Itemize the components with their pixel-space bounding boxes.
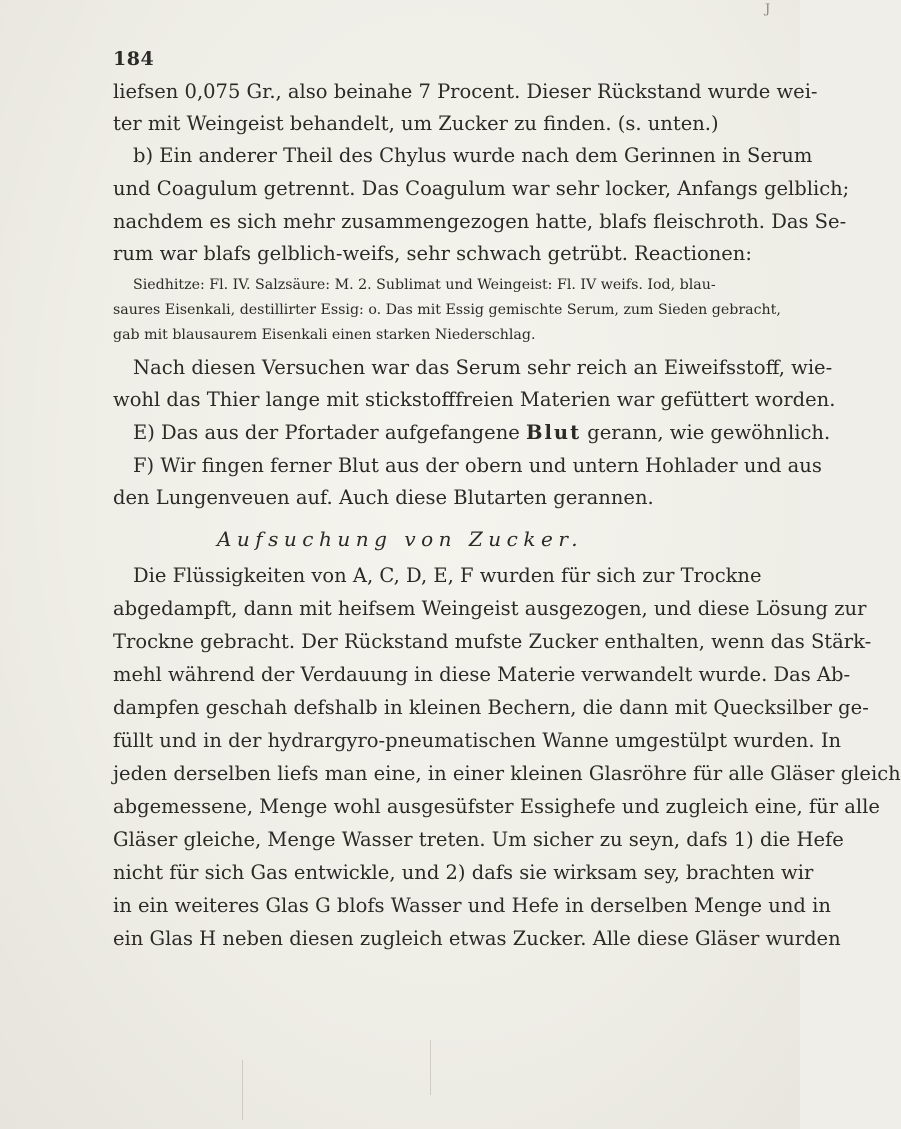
text-line: jeden derselben liefs man eine, in einer kleinen Glasröhre für alle Gläser gleich (113, 762, 901, 785)
section-heading: Aufsuchung von Zucker. (216, 527, 584, 551)
small-text-line: gab mit blausaurem Eisenkali einen starken Niederschlag. (113, 327, 536, 343)
text-line: dampfen geschah defshalb in kleinen Bechern, die dann mit Quecksilber ge- (113, 696, 869, 719)
text-line: abgemessene, Menge wohl ausgesüfster Essighefe und zugleich eine, für alle (113, 795, 880, 818)
paragraph-e-before: E) Das aus der Pfortader aufgefangene (133, 421, 526, 444)
text-line: wohl das Thier lange mit stickstofffreien Materien war gefüttert worden. (113, 388, 836, 411)
paragraph-e-spaced: Blut (526, 421, 582, 444)
corner-mark: J (765, 2, 771, 17)
paper-crease-mark (242, 1060, 243, 1120)
text-line: in ein weiteres Glas G blofs Wasser und Hefe in derselben Menge und in (113, 894, 831, 917)
text-line: F) Wir fingen ferner Blut aus der obern und untern Hohlader und aus (133, 454, 822, 477)
text-line: liefsen 0,075 Gr., also beinahe 7 Procent. Dieser Rückstand wurde wei- (113, 80, 818, 103)
text-line: und Coagulum getrennt. Das Coagulum war sehr locker, Anfangs gelblich; (113, 177, 850, 200)
text-line: ter mit Weingeist behandelt, um Zucker zu finden. (s. unten.) (113, 112, 719, 135)
text-line: nicht für sich Gas entwickle, und 2) dafs sie wirksam sey, brachten wir (113, 861, 814, 884)
text-line: b) Ein anderer Theil des Chylus wurde nach dem Gerinnen in Serum (133, 144, 813, 167)
text-line: den Lungenveuen auf. Auch diese Blutarten gerannen. (113, 486, 654, 509)
paper-crease-mark (430, 1040, 431, 1095)
page-number: 184 (113, 48, 155, 70)
text-line: rum war blafs gelblich-weifs, sehr schwach getrübt. Reactionen: (113, 242, 752, 265)
paragraph-e (133, 421, 831, 444)
small-text-line: saures Eisenkali, destillirter Essig: o. Das mit Essig gemischte Serum, zum Sieden gebracht, (113, 302, 781, 318)
text-line: abgedampft, dann mit heifsem Weingeist ausgezogen, und diese Lösung zur (113, 597, 867, 620)
text-line: Gläser gleiche, Menge Wasser treten. Um sicher zu seyn, dafs 1) die Hefe (113, 828, 844, 851)
paragraph-e-after: gerann, wie gewöhnlich. (581, 421, 831, 444)
text-line: füllt und in der hydrargyro-pneumatischen Wanne umgestülpt wurden. In (113, 729, 842, 752)
small-text-line: Siedhitze: Fl. IV. Salzsäure: M. 2. Sublimat und Weingeist: Fl. IV weifs. Iod, blau- (133, 277, 716, 293)
text-line: Trockne gebracht. Der Rückstand mufste Zucker enthalten, wenn das Stärk- (113, 630, 872, 653)
text-line: Die Flüssigkeiten von A, C, D, E, F wurden für sich zur Trockne (133, 564, 762, 587)
text-line: ein Glas H neben diesen zugleich etwas Zucker. Alle diese Gläser wurden (113, 927, 841, 950)
text-line: nachdem es sich mehr zusammengezogen hatte, blafs fleischroth. Das Se- (113, 210, 847, 233)
text-line: mehl während der Verdauung in diese Materie verwandelt wurde. Das Ab- (113, 663, 851, 686)
text-line: Nach diesen Versuchen war das Serum sehr reich an Eiweifsstoff, wie- (133, 356, 833, 379)
